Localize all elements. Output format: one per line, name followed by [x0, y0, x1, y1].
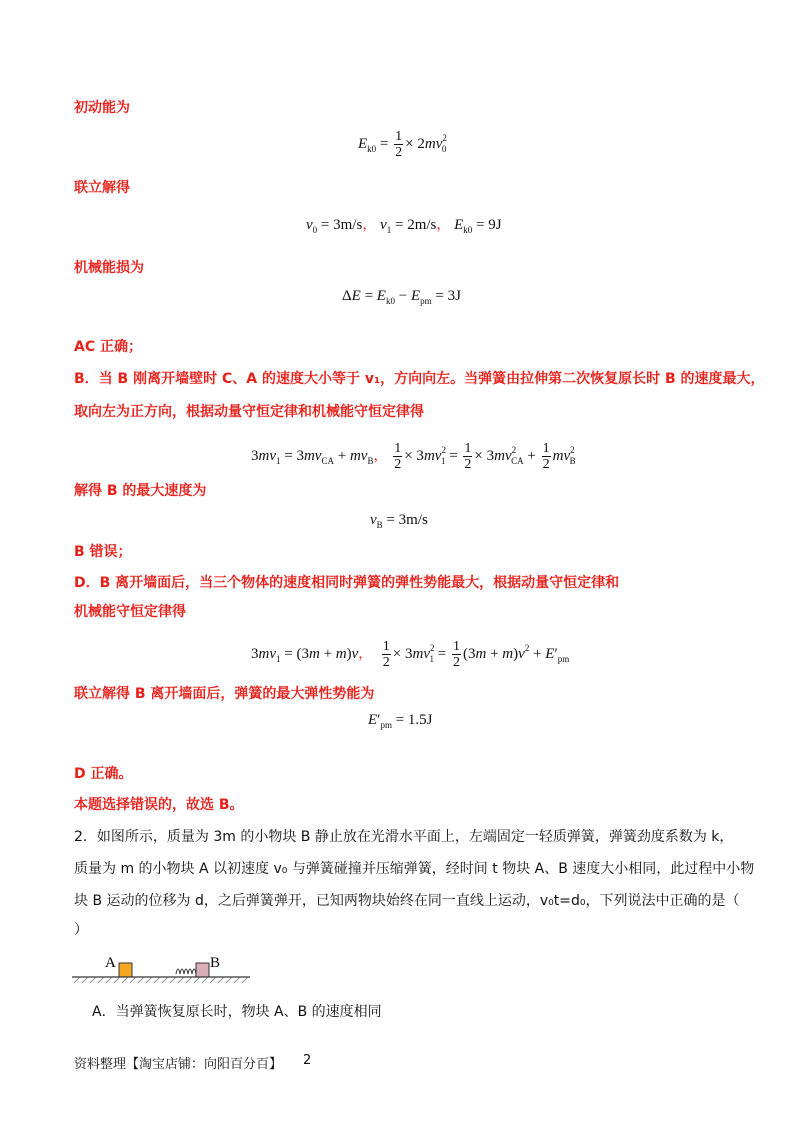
solve-label-1: 联立解得 — [74, 180, 130, 196]
block-b-label: B — [210, 955, 221, 971]
option-d-explanation-line1: D．B 离开墙面后，当三个物体的速度相同时弹簧的弹性势能最大，根据动量守恒定律和 — [74, 575, 620, 591]
b-solve-label: 解得 B 的最大速度为 — [74, 483, 207, 499]
option-b-explanation-line2: 取向左为正方向，根据动量守恒定律和机械能守恒定律得 — [74, 404, 424, 420]
question2-line3: 块 B 运动的位移为 d，之后弹簧弹开，已知两物块始终在同一直线上运动，v₀t=d₀，下列说法中正确的是（ — [74, 893, 740, 909]
d-correct: D 正确。 — [74, 766, 133, 782]
equation-delta-e: $\Delta E = E_{k0} - E_{pm} = 3J$ — [342, 288, 461, 306]
initial-ke-label: 初动能为 — [74, 100, 130, 116]
block-a-label: A — [105, 955, 116, 971]
block-a — [119, 963, 132, 977]
b-wrong: B 错误； — [74, 544, 132, 560]
energy-loss-label: 机械能损为 — [74, 260, 144, 276]
page-number: 2 — [303, 1053, 312, 1068]
option-b-explanation-line1: B．当 B 刚离开墙壁时 C、A 的速度大小等于 v₁，方向向左。当弹簧由拉伸第二次恢复原长时 B 的速度最大， — [74, 371, 765, 387]
question2-line1: 2．如图所示，质量为 3m 的小物块 B 静止放在光滑水平面上，左端固定一轻质弹簧，弹簧劲度系数为 k， — [74, 829, 734, 845]
conclusion: 本题选择错误的，故选 B。 — [74, 797, 244, 813]
spring — [176, 969, 196, 974]
equation-epm: $E'_{pm} = 1.5J$ — [368, 712, 433, 730]
equation-results: $v_0 = 3m/s$， $v_1 = 2m/s$， $E_{k0} = 9J$ — [306, 217, 502, 235]
equation-ek0: $E_{k0}$ = $\frac{1}{2}$ × $2mv^2_0$ — [358, 129, 447, 161]
option-d-explanation-line2: 机械能守恒定律得 — [74, 604, 186, 620]
question2-line2: 质量为 m 的小物块 A 以初速度 v₀ 与弹簧碰撞并压缩弹簧，经时间 t 物块 A、B 速度大小相同，此过程中小物 — [74, 861, 755, 877]
footer-source: 资料整理【淘宝店铺：向阳百分百】 — [74, 1057, 283, 1072]
question2-line4: ） — [74, 922, 88, 938]
equation-vb: $v_B = 3m/s$ — [370, 512, 428, 530]
ground-hatch — [74, 977, 248, 983]
blocks-spring-figure — [72, 948, 272, 988]
equation-momentum-d: $3mv_1 = (3m + m)v$， $\frac{1}{2}$ × $3mv^2_1$ = $\frac{1}{2}$ $(3m + m)v^2 + E'_{pm}$ — [251, 639, 570, 671]
equation-momentum-b: $3mv_1 = 3mv_{CA} + mv_B$， $\frac{1}{2}$ × $3mv^2_1$ = $\frac{1}{2}$ × $3mv^2_{CA}$ + $\frac{1}{2}$ $mv^2_B$ — [251, 441, 576, 473]
ac-correct: AC 正确； — [74, 339, 142, 355]
block-b — [196, 963, 209, 977]
d-solve-label: 联立解得 B 离开墙面后，弹簧的最大弹性势能为 — [74, 686, 375, 702]
option-a: A．当弹簧恢复原长时，物块 A、B 的速度相同 — [92, 1004, 382, 1020]
